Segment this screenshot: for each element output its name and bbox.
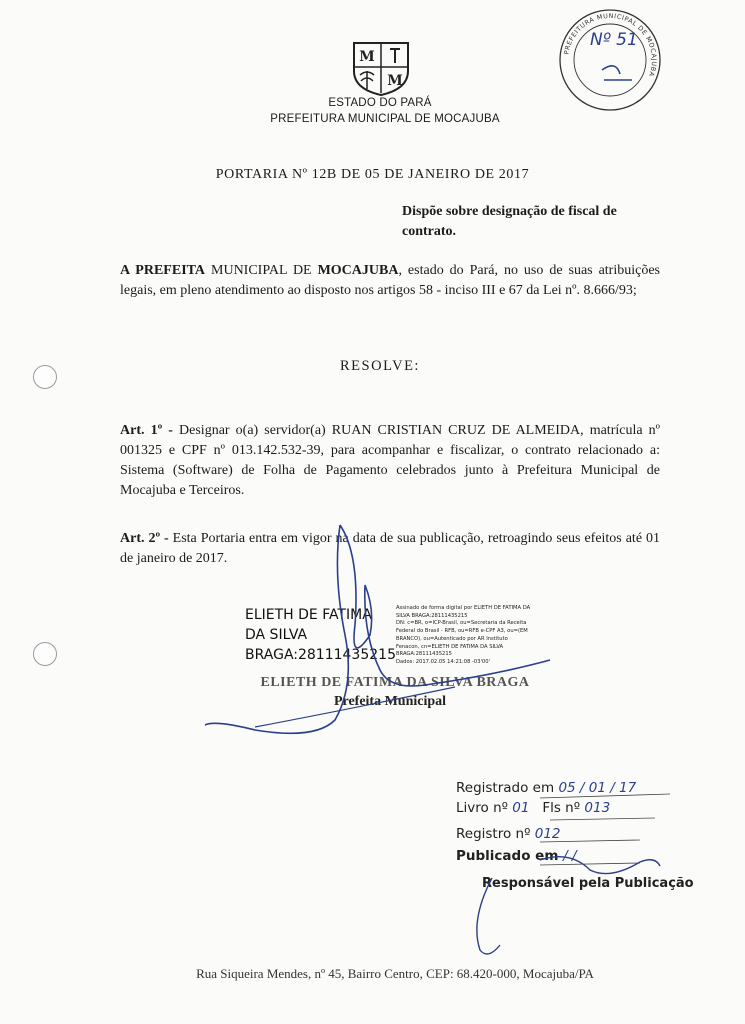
document-ementa: Dispõe sobre designação de fiscal de contrato.	[402, 204, 617, 239]
municipality-heading: PREFEITURA MUNICIPAL DE MOCAJUBA	[270, 113, 500, 125]
signature-detail-line: DN: c=BR, o=ICP-Brasil, ou=Secretaria da Receita	[396, 620, 527, 627]
article-2-label: Art. 2º -	[120, 531, 169, 546]
document-title: PORTARIA Nº 12B DE 05 DE JANEIRO DE 2017	[215, 167, 530, 182]
signature-detail-line: BRANCO), ou=Autenticado por AR Instituto	[396, 635, 508, 642]
stamp-published-value: / /	[563, 848, 577, 864]
signature-detail-line: BRAGA:28111435215	[396, 651, 452, 658]
article-2	[120, 529, 660, 569]
signature-detail-line: SILVA BRAGA:28111435215	[396, 612, 468, 619]
stamp-published-row	[456, 848, 577, 864]
digital-signature-name-line-3: BRAGA:28111435215	[245, 647, 396, 663]
stamp-published-label: Publicado em	[456, 848, 559, 864]
preamble-bold-2: MOCAJUBA	[317, 263, 399, 278]
punch-hole-bottom	[33, 642, 57, 666]
stamp-registered-row	[456, 780, 636, 796]
crest-logo	[350, 37, 412, 97]
preamble-bold: A PREFEITA	[120, 263, 206, 278]
stamp-responsible-label: Responsável pela Publicação	[482, 876, 694, 891]
seal-number: Nº 51	[590, 30, 638, 50]
preamble-rest: , estado do Pará, no uso de suas atribuições legais, em pleno atendimento ao disposto nos artigos 58 - inciso III e 67 da Lei nº. 8.666/93;	[120, 263, 660, 298]
digital-signature-name	[245, 605, 396, 665]
digital-signature-name-line-1: ELIETH DE FATIMA	[245, 607, 372, 623]
seal-ring-text: PREFEITURA MUNICIPAL DE MOCAJUBA	[562, 11, 659, 78]
digital-signature-details	[396, 605, 556, 667]
preamble-mid: MUNICIPAL DE	[205, 263, 318, 278]
article-1-text: Designar o(a) servidor(a) RUAN CRISTIAN CRUZ DE ALMEIDA, matrícula nº 001325 e CPF nº 013.142.532-39, para acompanhar e fiscalizar, o contrato relacionado a: Sistema (Software) de Folha de Pagamento celebrados junto à Prefeitura Municipal de Mocajuba e Terceiros.	[120, 423, 660, 498]
stamp-handwriting	[440, 770, 680, 960]
signature-detail-line: Dados: 2017.02.05 14:21:08 -03'00'	[396, 658, 490, 665]
article-1	[120, 421, 660, 501]
stamp-book-value: 01	[512, 800, 530, 816]
stamp-sheet-value: 013	[584, 800, 611, 816]
digital-signature-name-line-2: DA SILVA	[245, 627, 308, 643]
state-heading: ESTADO DO PARÁ	[328, 97, 432, 109]
preamble-paragraph	[120, 261, 660, 301]
signature-detail-line: Federal do Brasil - RFB, ou=RFB e-CPF A3, ou=(EM	[396, 628, 528, 635]
signer-role: Prefeita Municipal	[333, 694, 447, 709]
stamp-sheet-label: Fls nº	[542, 800, 581, 816]
stamp-registry-value: 012	[534, 826, 561, 842]
footer-address: Rua Siqueira Mendes, nº 45, Bairro Centro, CEP: 68.420-000, Mocajuba/PA	[196, 966, 594, 981]
stamp-book-row	[456, 800, 610, 816]
stamp-registry-label: Registro nº	[456, 826, 531, 842]
signature-detail-line: Assinado de forma digital por ELIETH DE FATIMA DA	[396, 605, 531, 611]
article-2-text: Esta Portaria entra em vigor na data de sua publicação, retroagindo seus efeitos até 01 de janeiro de 2017.	[120, 531, 660, 566]
svg-text:M: M	[387, 73, 403, 89]
svg-text:M: M	[359, 49, 375, 65]
article-1-label: Art. 1º -	[120, 423, 173, 438]
protocol-seal	[558, 8, 662, 112]
stamp-book-label: Livro nº	[456, 800, 508, 816]
stamp-registered-value: 05 / 01 / 17	[558, 780, 637, 796]
stamp-registry-row	[456, 826, 561, 842]
signature-detail-line: Fenacon, cn=ELIETH DE FATIMA DA SILVA	[396, 643, 504, 650]
stamp-registered-label: Registrado em	[456, 780, 555, 796]
resolve-heading: RESOLVE:	[340, 358, 420, 374]
signer-name: ELIETH DE FATIMA DA SILVA BRAGA	[260, 675, 530, 690]
